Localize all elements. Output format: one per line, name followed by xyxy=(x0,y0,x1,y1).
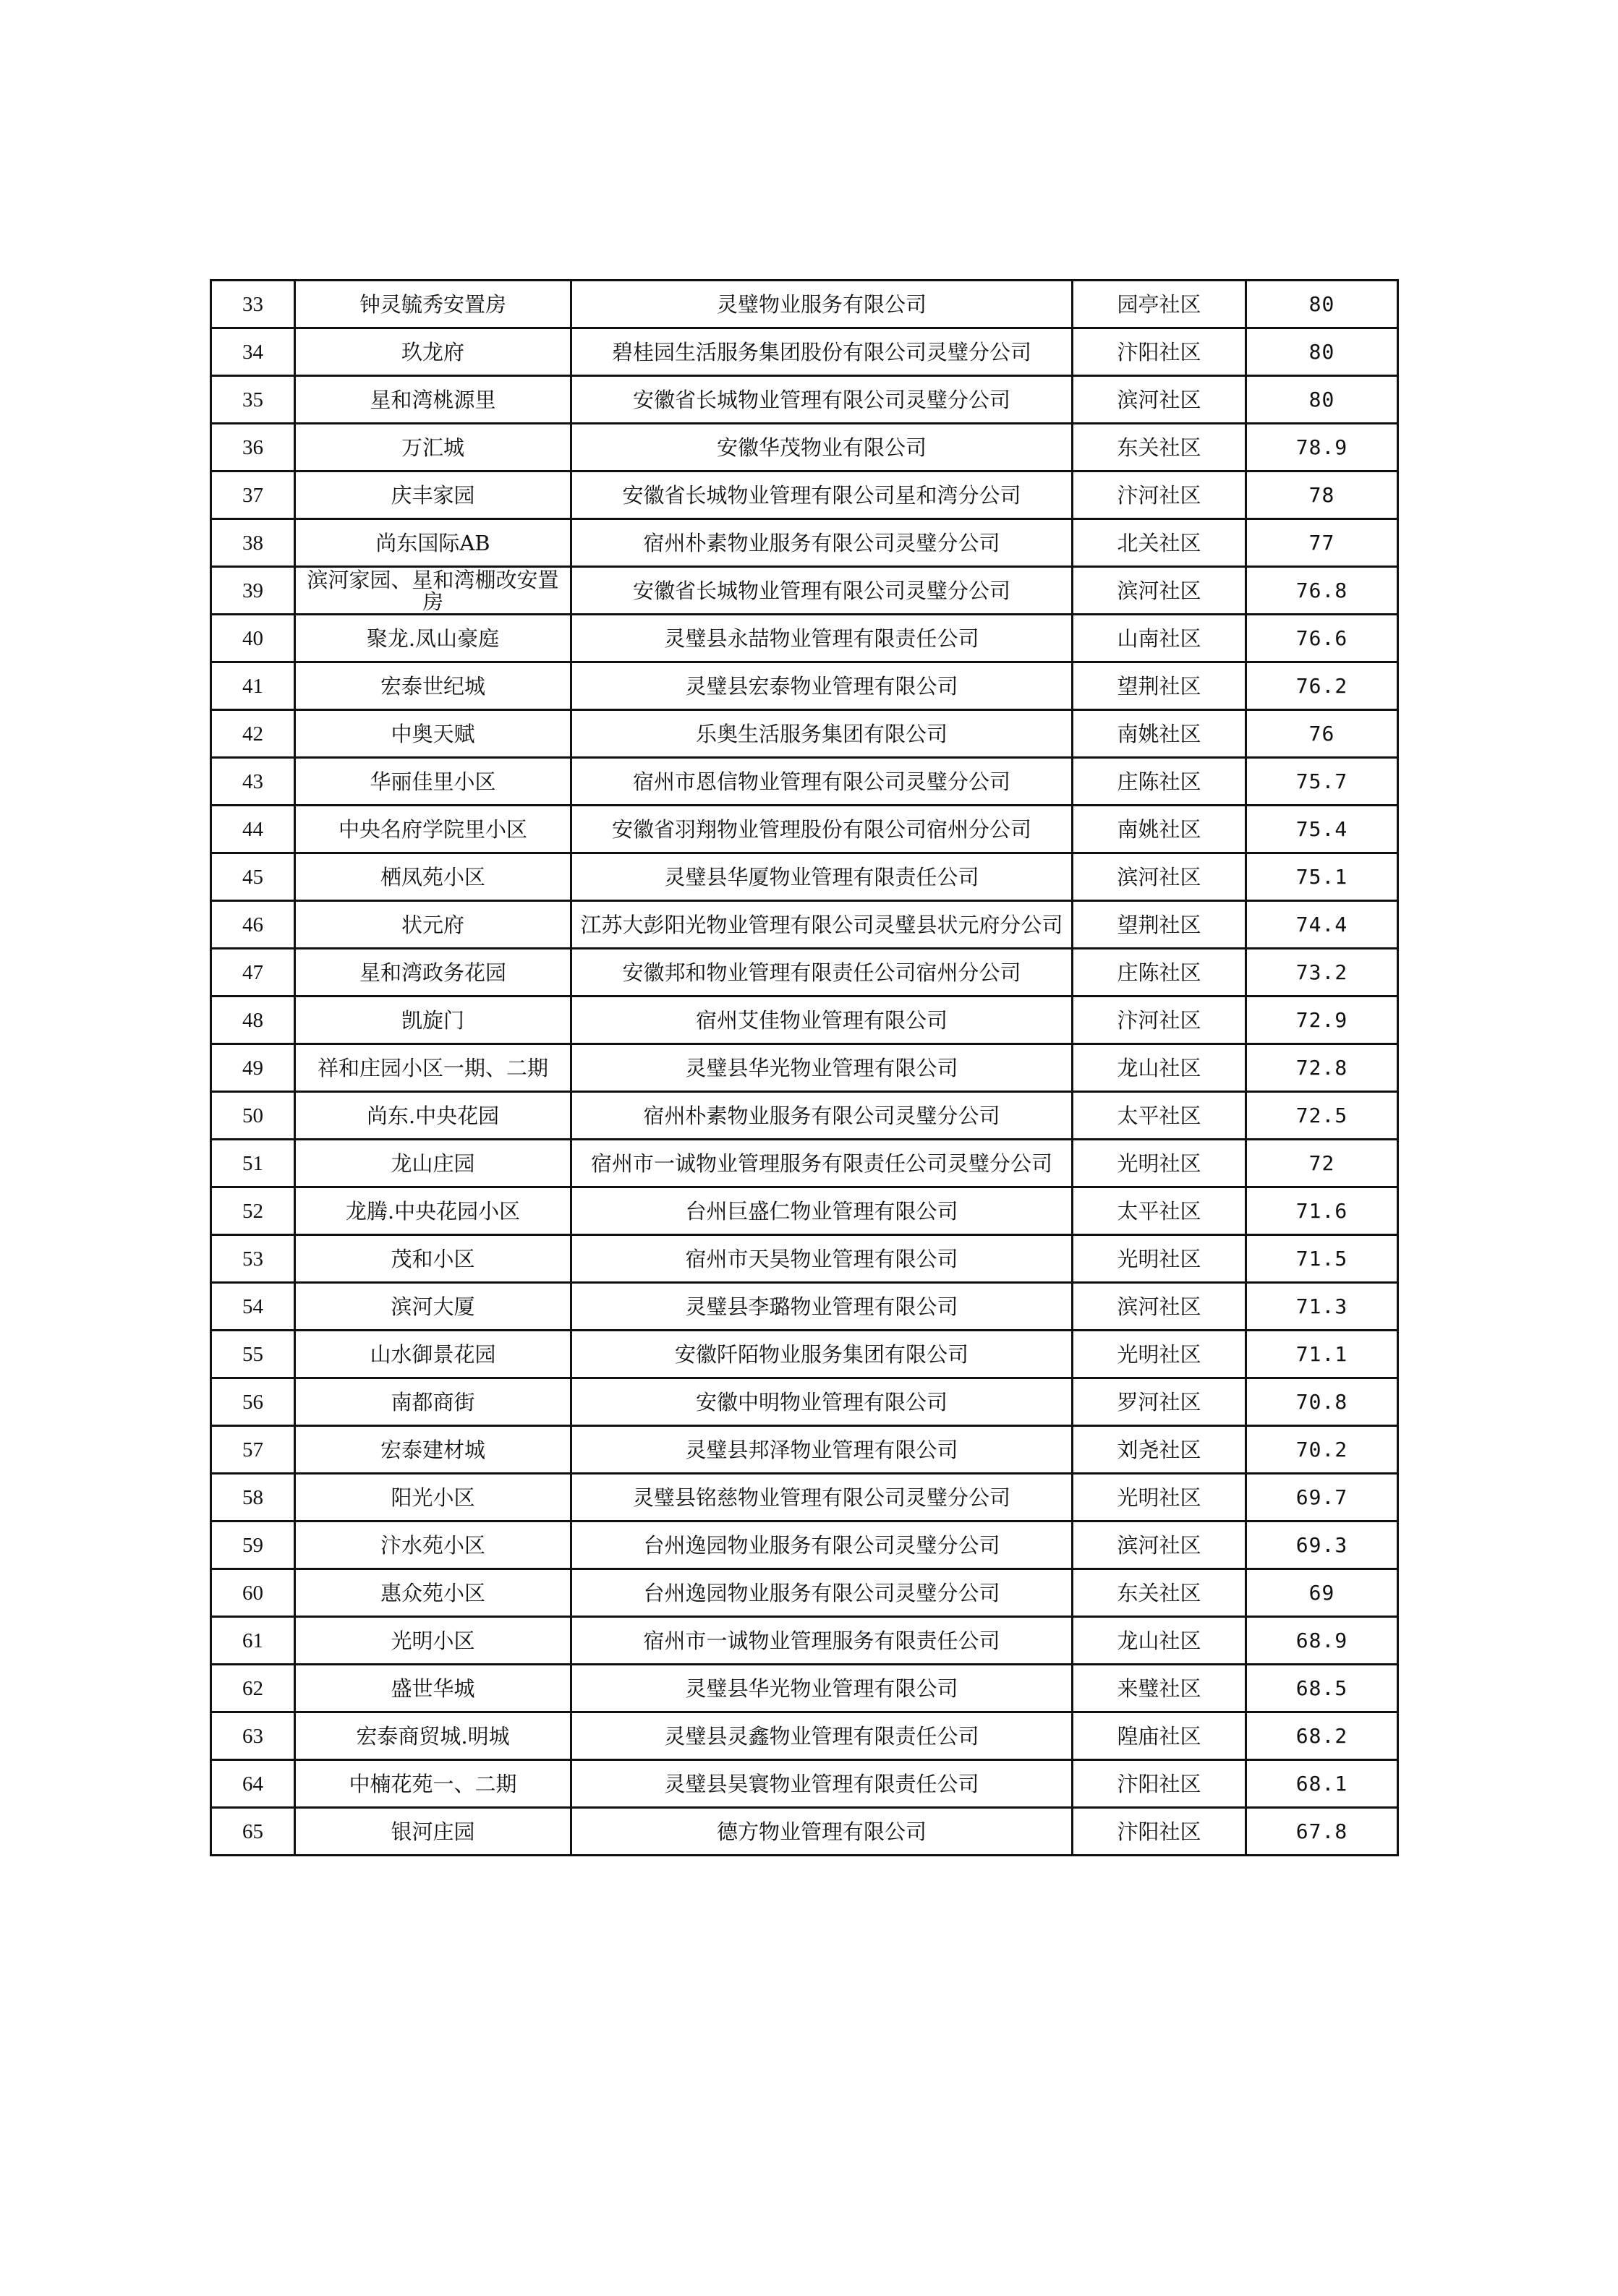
table-row xyxy=(211,1665,1398,1712)
score-cell: 70.2 xyxy=(1246,1426,1398,1474)
row-number-cell: 45 xyxy=(211,853,295,901)
property-company-cell: 安徽邦和物业管理有限责任公司宿州分公司 xyxy=(571,949,1073,997)
table-row xyxy=(211,1569,1398,1617)
community-name-cell: 尚东.中央花园 xyxy=(295,1092,571,1140)
neighborhood-cell: 汴河社区 xyxy=(1073,471,1246,519)
property-company-cell: 灵璧县华光物业管理有限公司 xyxy=(571,1044,1073,1092)
table-row xyxy=(211,1235,1398,1283)
row-number-cell: 51 xyxy=(211,1140,295,1187)
property-company-cell: 灵璧县华光物业管理有限公司 xyxy=(571,1665,1073,1712)
community-name-cell: 状元府 xyxy=(295,901,571,949)
row-number-cell: 48 xyxy=(211,997,295,1044)
property-company-cell: 灵璧县华厦物业管理有限责任公司 xyxy=(571,853,1073,901)
community-name-cell: 聚龙.凤山豪庭 xyxy=(295,615,571,662)
property-company-cell: 灵璧县邦泽物业管理有限公司 xyxy=(571,1426,1073,1474)
row-number-cell: 56 xyxy=(211,1378,295,1426)
score-cell: 68.5 xyxy=(1246,1665,1398,1712)
row-number-cell: 39 xyxy=(211,567,295,615)
property-company-cell: 台州巨盛仁物业管理有限公司 xyxy=(571,1187,1073,1235)
table-row xyxy=(211,1331,1398,1378)
table-body xyxy=(211,281,1398,1856)
community-name-cell: 滨河大厦 xyxy=(295,1283,571,1331)
neighborhood-cell: 太平社区 xyxy=(1073,1187,1246,1235)
property-company-cell: 乐奥生活服务集团有限公司 xyxy=(571,710,1073,758)
neighborhood-cell: 东关社区 xyxy=(1073,1569,1246,1617)
score-cell: 80 xyxy=(1246,328,1398,376)
neighborhood-cell: 望荆社区 xyxy=(1073,901,1246,949)
row-number-cell: 33 xyxy=(211,281,295,328)
row-number-cell: 34 xyxy=(211,328,295,376)
row-number-cell: 37 xyxy=(211,471,295,519)
table-row xyxy=(211,471,1398,519)
property-company-cell: 灵璧县铭慈物业管理有限公司灵璧分公司 xyxy=(571,1474,1073,1522)
neighborhood-cell: 东关社区 xyxy=(1073,424,1246,471)
score-cell: 77 xyxy=(1246,519,1398,567)
row-number-cell: 62 xyxy=(211,1665,295,1712)
neighborhood-cell: 滨河社区 xyxy=(1073,853,1246,901)
neighborhood-cell: 隍庙社区 xyxy=(1073,1712,1246,1760)
row-number-cell: 64 xyxy=(211,1760,295,1808)
table-row xyxy=(211,328,1398,376)
table-row xyxy=(211,376,1398,424)
score-cell: 72.9 xyxy=(1246,997,1398,1044)
community-name-cell: 滨河家园、星和湾棚改安置房 xyxy=(295,567,571,615)
neighborhood-cell: 滨河社区 xyxy=(1073,1283,1246,1331)
property-company-cell: 灵璧县宏泰物业管理有限公司 xyxy=(571,662,1073,710)
neighborhood-cell: 罗河社区 xyxy=(1073,1378,1246,1426)
table-row xyxy=(211,1378,1398,1426)
score-cell: 80 xyxy=(1246,281,1398,328)
community-name-cell: 星和湾政务花园 xyxy=(295,949,571,997)
score-cell: 73.2 xyxy=(1246,949,1398,997)
score-cell: 75.1 xyxy=(1246,853,1398,901)
property-company-cell: 安徽阡陌物业服务集团有限公司 xyxy=(571,1331,1073,1378)
table-row xyxy=(211,853,1398,901)
community-name-cell: 盛世华城 xyxy=(295,1665,571,1712)
community-name-cell: 宏泰世纪城 xyxy=(295,662,571,710)
neighborhood-cell: 汴阳社区 xyxy=(1073,1808,1246,1856)
row-number-cell: 59 xyxy=(211,1522,295,1569)
neighborhood-cell: 庄陈社区 xyxy=(1073,758,1246,806)
community-name-cell: 龙腾.中央花园小区 xyxy=(295,1187,571,1235)
neighborhood-cell: 山南社区 xyxy=(1073,615,1246,662)
table-row xyxy=(211,806,1398,853)
score-cell: 68.2 xyxy=(1246,1712,1398,1760)
table-row xyxy=(211,281,1398,328)
property-company-cell: 安徽省长城物业管理有限公司灵璧分公司 xyxy=(571,567,1073,615)
community-name-cell: 山水御景花园 xyxy=(295,1331,571,1378)
community-name-cell: 宏泰商贸城.明城 xyxy=(295,1712,571,1760)
neighborhood-cell: 光明社区 xyxy=(1073,1235,1246,1283)
row-number-cell: 65 xyxy=(211,1808,295,1856)
row-number-cell: 49 xyxy=(211,1044,295,1092)
row-number-cell: 58 xyxy=(211,1474,295,1522)
neighborhood-cell: 光明社区 xyxy=(1073,1140,1246,1187)
table-row xyxy=(211,1283,1398,1331)
table-row xyxy=(211,1140,1398,1187)
table-row xyxy=(211,424,1398,471)
row-number-cell: 52 xyxy=(211,1187,295,1235)
row-number-cell: 38 xyxy=(211,519,295,567)
community-name-cell: 中奥天赋 xyxy=(295,710,571,758)
property-company-cell: 安徽中明物业管理有限公司 xyxy=(571,1378,1073,1426)
table-row xyxy=(211,615,1398,662)
neighborhood-cell: 园亭社区 xyxy=(1073,281,1246,328)
score-cell: 78 xyxy=(1246,471,1398,519)
property-company-cell: 宿州朴素物业服务有限公司灵璧分公司 xyxy=(571,519,1073,567)
table-row xyxy=(211,758,1398,806)
score-cell: 71.5 xyxy=(1246,1235,1398,1283)
community-name-cell: 庆丰家园 xyxy=(295,471,571,519)
neighborhood-cell: 刘尧社区 xyxy=(1073,1426,1246,1474)
row-number-cell: 42 xyxy=(211,710,295,758)
community-name-cell: 尚东国际AB xyxy=(295,519,571,567)
score-cell: 72.5 xyxy=(1246,1092,1398,1140)
score-cell: 69 xyxy=(1246,1569,1398,1617)
neighborhood-cell: 南姚社区 xyxy=(1073,710,1246,758)
community-name-cell: 钟灵毓秀安置房 xyxy=(295,281,571,328)
property-company-cell: 台州逸园物业服务有限公司灵璧分公司 xyxy=(571,1522,1073,1569)
row-number-cell: 55 xyxy=(211,1331,295,1378)
community-name-cell: 中楠花苑一、二期 xyxy=(295,1760,571,1808)
neighborhood-cell: 南姚社区 xyxy=(1073,806,1246,853)
community-name-cell: 南都商街 xyxy=(295,1378,571,1426)
table-row xyxy=(211,901,1398,949)
neighborhood-cell: 北关社区 xyxy=(1073,519,1246,567)
property-company-cell: 江苏大彭阳光物业管理有限公司灵璧县状元府分公司 xyxy=(571,901,1073,949)
score-cell: 68.9 xyxy=(1246,1617,1398,1665)
row-number-cell: 47 xyxy=(211,949,295,997)
property-company-cell: 安徽省长城物业管理有限公司星和湾分公司 xyxy=(571,471,1073,519)
row-number-cell: 43 xyxy=(211,758,295,806)
table-row xyxy=(211,1092,1398,1140)
score-cell: 68.1 xyxy=(1246,1760,1398,1808)
property-company-cell: 宿州艾佳物业管理有限公司 xyxy=(571,997,1073,1044)
property-company-cell: 德方物业管理有限公司 xyxy=(571,1808,1073,1856)
score-cell: 78.9 xyxy=(1246,424,1398,471)
table-row xyxy=(211,1712,1398,1760)
neighborhood-cell: 庄陈社区 xyxy=(1073,949,1246,997)
property-company-cell: 宿州朴素物业服务有限公司灵璧分公司 xyxy=(571,1092,1073,1140)
neighborhood-cell: 滨河社区 xyxy=(1073,376,1246,424)
community-name-cell: 阳光小区 xyxy=(295,1474,571,1522)
score-cell: 71.3 xyxy=(1246,1283,1398,1331)
table-row xyxy=(211,1617,1398,1665)
property-company-cell: 台州逸园物业服务有限公司灵璧分公司 xyxy=(571,1569,1073,1617)
row-number-cell: 46 xyxy=(211,901,295,949)
table-row xyxy=(211,1044,1398,1092)
row-number-cell: 35 xyxy=(211,376,295,424)
community-name-cell: 玖龙府 xyxy=(295,328,571,376)
property-company-cell: 灵璧县灵鑫物业管理有限责任公司 xyxy=(571,1712,1073,1760)
table-row xyxy=(211,662,1398,710)
property-company-cell: 安徽华茂物业有限公司 xyxy=(571,424,1073,471)
neighborhood-cell: 龙山社区 xyxy=(1073,1044,1246,1092)
property-company-cell: 宿州市天昊物业管理有限公司 xyxy=(571,1235,1073,1283)
score-cell: 69.3 xyxy=(1246,1522,1398,1569)
community-name-cell: 宏泰建材城 xyxy=(295,1426,571,1474)
neighborhood-cell: 汴阳社区 xyxy=(1073,1760,1246,1808)
table-row xyxy=(211,1187,1398,1235)
property-company-cell: 灵璧物业服务有限公司 xyxy=(571,281,1073,328)
row-number-cell: 54 xyxy=(211,1283,295,1331)
score-cell: 76.6 xyxy=(1246,615,1398,662)
neighborhood-cell: 太平社区 xyxy=(1073,1092,1246,1140)
row-number-cell: 41 xyxy=(211,662,295,710)
score-cell: 74.4 xyxy=(1246,901,1398,949)
table-row xyxy=(211,1760,1398,1808)
table-row xyxy=(211,997,1398,1044)
row-number-cell: 57 xyxy=(211,1426,295,1474)
score-cell: 67.8 xyxy=(1246,1808,1398,1856)
table-row xyxy=(211,1808,1398,1856)
community-name-cell: 银河庄园 xyxy=(295,1808,571,1856)
neighborhood-cell: 光明社区 xyxy=(1073,1474,1246,1522)
score-cell: 80 xyxy=(1246,376,1398,424)
community-name-cell: 中央名府学院里小区 xyxy=(295,806,571,853)
community-name-cell: 万汇城 xyxy=(295,424,571,471)
score-cell: 75.4 xyxy=(1246,806,1398,853)
neighborhood-cell: 滨河社区 xyxy=(1073,567,1246,615)
table-row xyxy=(211,567,1398,615)
score-cell: 69.7 xyxy=(1246,1474,1398,1522)
score-cell: 72.8 xyxy=(1246,1044,1398,1092)
community-name-cell: 栖凤苑小区 xyxy=(295,853,571,901)
property-company-cell: 安徽省羽翔物业管理股份有限公司宿州分公司 xyxy=(571,806,1073,853)
property-company-cell: 灵璧县永喆物业管理有限责任公司 xyxy=(571,615,1073,662)
table-row xyxy=(211,949,1398,997)
table-row xyxy=(211,710,1398,758)
property-company-cell: 灵璧县李璐物业管理有限公司 xyxy=(571,1283,1073,1331)
community-name-cell: 星和湾桃源里 xyxy=(295,376,571,424)
property-company-cell: 宿州市一诚物业管理服务有限责任公司灵璧分公司 xyxy=(571,1140,1073,1187)
row-number-cell: 40 xyxy=(211,615,295,662)
row-number-cell: 53 xyxy=(211,1235,295,1283)
score-cell: 75.7 xyxy=(1246,758,1398,806)
score-cell: 76.8 xyxy=(1246,567,1398,615)
table-row xyxy=(211,1426,1398,1474)
neighborhood-cell: 望荆社区 xyxy=(1073,662,1246,710)
score-cell: 71.6 xyxy=(1246,1187,1398,1235)
neighborhood-cell: 滨河社区 xyxy=(1073,1522,1246,1569)
row-number-cell: 44 xyxy=(211,806,295,853)
score-cell: 76.2 xyxy=(1246,662,1398,710)
community-name-cell: 华丽佳里小区 xyxy=(295,758,571,806)
row-number-cell: 36 xyxy=(211,424,295,471)
property-ranking-table-container xyxy=(210,279,1397,1856)
property-company-cell: 安徽省长城物业管理有限公司灵璧分公司 xyxy=(571,376,1073,424)
row-number-cell: 63 xyxy=(211,1712,295,1760)
neighborhood-cell: 来璧社区 xyxy=(1073,1665,1246,1712)
community-name-cell: 茂和小区 xyxy=(295,1235,571,1283)
score-cell: 76 xyxy=(1246,710,1398,758)
table-row xyxy=(211,519,1398,567)
score-cell: 72 xyxy=(1246,1140,1398,1187)
property-company-cell: 宿州市一诚物业管理服务有限责任公司 xyxy=(571,1617,1073,1665)
row-number-cell: 50 xyxy=(211,1092,295,1140)
property-ranking-table xyxy=(210,279,1399,1856)
table-row xyxy=(211,1474,1398,1522)
neighborhood-cell: 汴阳社区 xyxy=(1073,328,1246,376)
community-name-cell: 祥和庄园小区一期、二期 xyxy=(295,1044,571,1092)
score-cell: 71.1 xyxy=(1246,1331,1398,1378)
score-cell: 70.8 xyxy=(1246,1378,1398,1426)
row-number-cell: 60 xyxy=(211,1569,295,1617)
row-number-cell: 61 xyxy=(211,1617,295,1665)
community-name-cell: 凯旋门 xyxy=(295,997,571,1044)
property-company-cell: 碧桂园生活服务集团股份有限公司灵璧分公司 xyxy=(571,328,1073,376)
community-name-cell: 汴水苑小区 xyxy=(295,1522,571,1569)
property-company-cell: 灵璧县昊寰物业管理有限责任公司 xyxy=(571,1760,1073,1808)
table-row xyxy=(211,1522,1398,1569)
property-company-cell: 宿州市恩信物业管理有限公司灵璧分公司 xyxy=(571,758,1073,806)
neighborhood-cell: 龙山社区 xyxy=(1073,1617,1246,1665)
neighborhood-cell: 光明社区 xyxy=(1073,1331,1246,1378)
neighborhood-cell: 汴河社区 xyxy=(1073,997,1246,1044)
community-name-cell: 龙山庄园 xyxy=(295,1140,571,1187)
community-name-cell: 光明小区 xyxy=(295,1617,571,1665)
community-name-cell: 惠众苑小区 xyxy=(295,1569,571,1617)
